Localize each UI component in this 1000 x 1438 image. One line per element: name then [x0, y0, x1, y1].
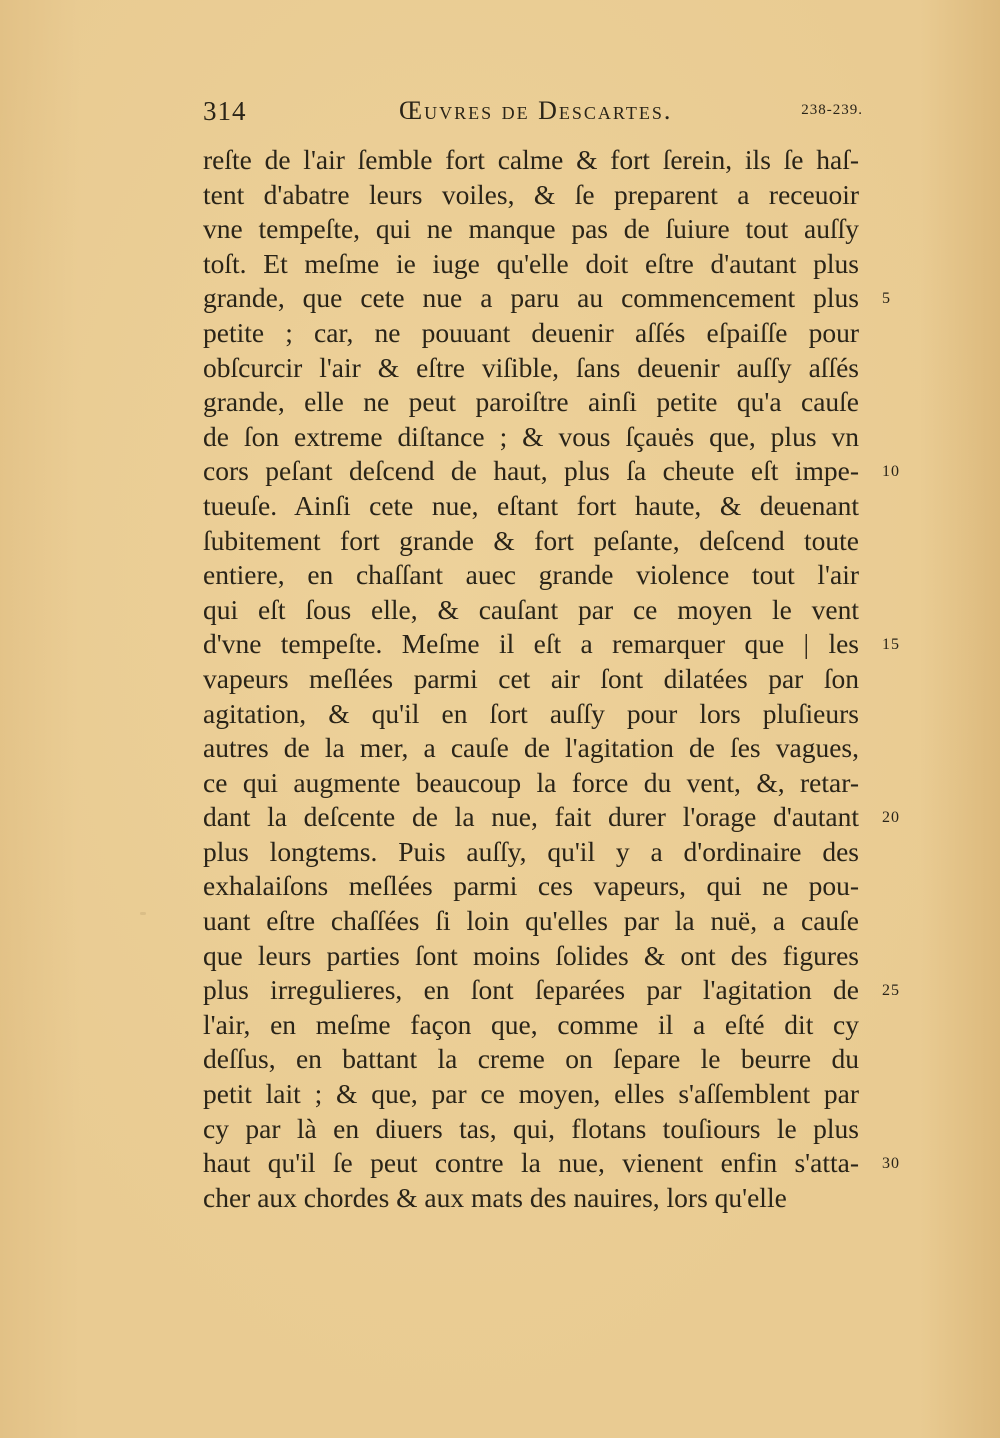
margin-line-number: 5: [882, 290, 891, 308]
text-line: de ſon extreme diſtance ; & vous ſçauės que, plus vn: [203, 420, 859, 452]
text-line: agitation, & qu'il en ſort auſſy pour lors pluſieurs: [203, 697, 859, 729]
text-line: exhalaiſons meſlées parmi ces vapeurs, qui ne pou-: [203, 870, 859, 902]
text-line: grande, que cete nue a paru au commencement plus: [203, 282, 859, 314]
text-line: cher aux chordes & aux mats des nauires, lors qu'elle: [203, 1181, 787, 1213]
text-line: l'air, en meſme façon que, comme il a eſté dit cy: [203, 1008, 859, 1040]
text-line: entiere, en chaſſant auec grande violence tout l'air: [203, 559, 859, 591]
text-line: uant eſtre chaſſées ſi loin qu'elles par la nuë, a cauſe: [203, 905, 859, 937]
text-line: tent d'abatre leurs voiles, & ſe preparent a receuoir: [203, 178, 859, 210]
text-line: autres de la mer, a cauſe de l'agitation de ſes vagues,: [203, 732, 859, 764]
text-line: toſt. Et meſme ie iuge qu'elle doit eſtre d'autant plus: [203, 247, 859, 279]
text-line: dant la deſcente de la nue, fait durer l'orage d'autant: [203, 801, 859, 833]
text-line: tueuſe. Ainſi cete nue, eſtant fort haute, & deuenant: [203, 489, 859, 521]
text-line: d'vne tempeſte. Meſme il eſt a remarquer que | les: [203, 628, 859, 660]
text-line: vapeurs meſlées parmi cet air ſont dilatées par ſon: [203, 662, 859, 694]
text-line: ſubitement fort grande & fort peſante, deſcend toute: [203, 524, 859, 556]
text-line: obſcurcir l'air & eſtre viſible, ſans deuenir auſſy aſſés: [203, 351, 859, 383]
page-number: 314: [203, 96, 247, 126]
text-line: plus irregulieres, en ſont ſeparées par l'agitation de: [203, 974, 859, 1006]
text-line: plus longtems. Puis auſſy, qu'il y a d'ordinaire des: [203, 835, 859, 867]
text-line: ce qui augmente beaucoup la force du vent, &, retar-: [203, 766, 859, 798]
original-page-reference: 238-239.: [801, 102, 863, 118]
text-line: cy par là en diuers tas, qui, flotans touſiours le plus: [203, 1112, 859, 1144]
text-line: deſſus, en battant la creme on ſepare le beurre du: [203, 1043, 859, 1075]
running-head: [203, 96, 863, 132]
text-line: petit lait ; & que, par ce moyen, elles s'aſſemblent par: [203, 1078, 859, 1110]
margin-line-number: 15: [882, 636, 900, 654]
text-line: cors peſant deſcend de haut, plus ſa cheute eſt impe-: [203, 455, 859, 487]
text-line: petite ; car, ne pouuant deuenir aſſés eſpaiſſe pour: [203, 316, 859, 348]
paper-speck: [140, 912, 146, 915]
margin-line-number: 25: [882, 982, 900, 1000]
margin-line-number: 30: [882, 1155, 900, 1173]
margin-line-number: 20: [882, 809, 900, 827]
text-line: grande, elle ne peut paroiſtre ainſi petite qu'a cauſe: [203, 386, 859, 418]
text-line: qui eſt ſous elle, & cauſant par ce moyen le vent: [203, 593, 859, 625]
text-line: vne tempeſte, qui ne manque pas de ſuiure tout auſſy: [203, 213, 859, 245]
text-line: haut qu'il ſe peut contre la nue, vienent enfin s'atta-: [203, 1147, 859, 1179]
body-text: [203, 143, 859, 1215]
text-line: reſte de l'air ſemble fort calme & fort ſerein, ils ſe haſ-: [203, 144, 859, 175]
text-line: que leurs parties ſont moins ſolides & ont des figures: [203, 939, 859, 971]
book-title: Œuvres de Descartes.: [399, 96, 673, 125]
margin-line-number: 10: [882, 463, 900, 481]
